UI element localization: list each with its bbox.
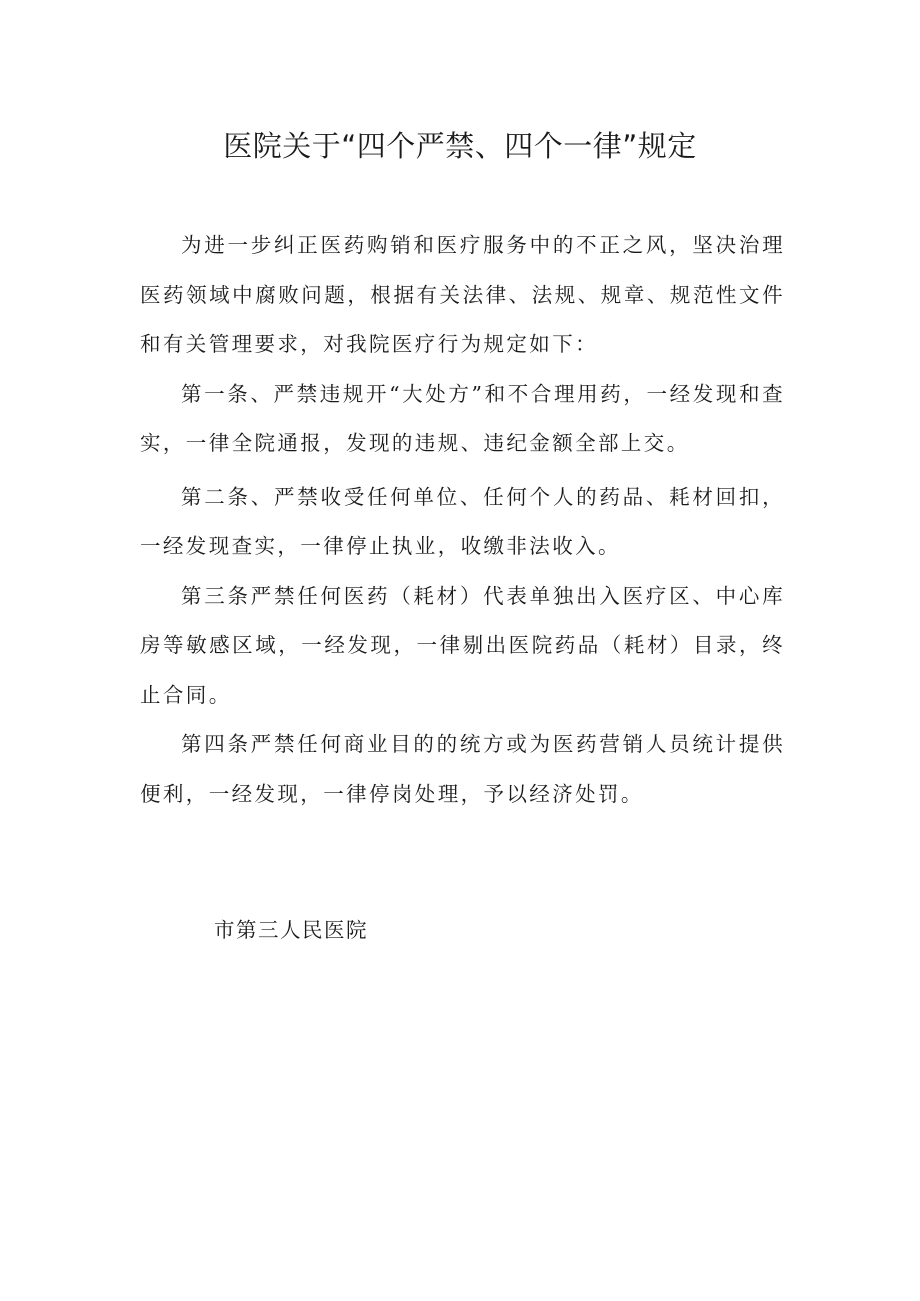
article-4-paragraph: 第四条严禁任何商业目的的统方或为医药营销人员统计提供便利，一经发现，一律停岗处理，予以经济处罚。 (140, 732, 785, 806)
article-2-paragraph: 第二条、严禁收受任何单位、任何个人的药品、耗材回扣，一经发现查实，一律停止执业，收缴非法收入。 (140, 484, 785, 558)
issuer-signature: 市第三人民医院 (214, 918, 368, 942)
document-title: 医院关于“四个严禁、四个一律”规定 (223, 129, 697, 163)
article-3-paragraph: 第三条严禁任何医药（耗材）代表单独出入医疗区、中心库房等敏感区域，一经发现，一律剔出医院药品（耗材）目录，终止合同。 (140, 583, 785, 707)
document-body (140, 221, 785, 819)
intro-paragraph: 为进一步纠正医药购销和医疗服务中的不正之风，坚决治理医药领域中腐败问题，根据有关法律、法规、规章、规范性文件和有关管理要求，对我院医疗行为规定如下： (140, 233, 785, 356)
article-1-paragraph: 第一条、严禁违规开“大处方”和不合理用药，一经发现和查实，一律全院通报，发现的违规、违纪金额全部上交。 (140, 381, 785, 455)
